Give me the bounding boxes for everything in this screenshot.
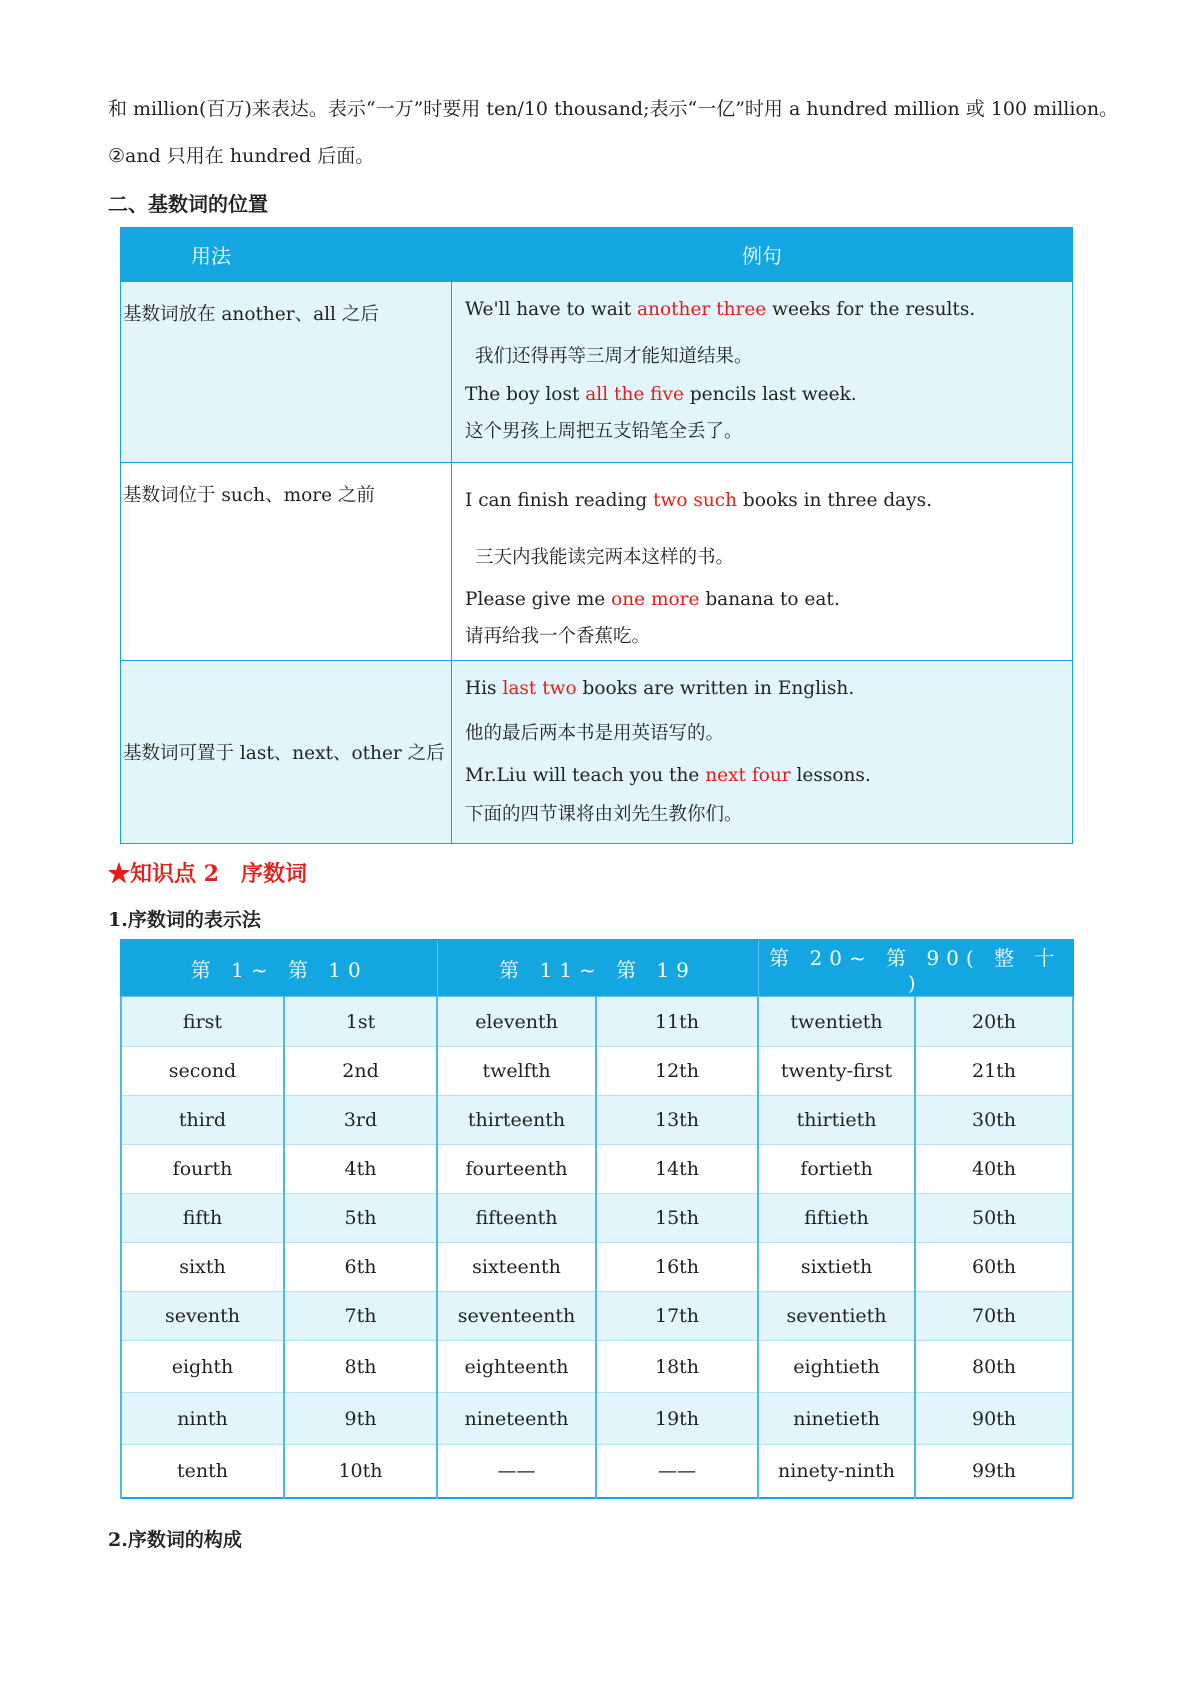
- usage-label: 基数词位于 such、more 之前: [121, 463, 452, 661]
- table-row: [121, 1096, 1073, 1145]
- table-cell: nineteenth: [437, 1393, 596, 1445]
- table-cell: 10th: [284, 1445, 437, 1498]
- table-cell: sixth: [121, 1243, 284, 1292]
- table-row: [121, 1393, 1073, 1445]
- table-cell: ——: [437, 1445, 596, 1498]
- table-cell: sixtieth: [758, 1243, 915, 1292]
- table-cell: 16th: [596, 1243, 758, 1292]
- subheading-ordinal-construction: 2.序数词的构成: [108, 1529, 242, 1551]
- star-icon: ★: [108, 861, 131, 887]
- table-cell: thirteenth: [437, 1096, 596, 1145]
- knowledge-point-title: ★知识点 2 序数词: [108, 861, 307, 887]
- table-cell: seventieth: [758, 1292, 915, 1341]
- intro-line-1: 和 million(百万)来表达。表示“一万”时要用 ten/10 thousand;表示“一亿”时用 a hundred million 或 100 million。: [108, 98, 1119, 120]
- table-cell: 20th: [915, 997, 1073, 1047]
- example-sentence: The boy lost all the five pencils last week.: [465, 384, 857, 405]
- table-cell: fiftieth: [758, 1194, 915, 1243]
- table-row: [121, 1243, 1073, 1292]
- table-cell: 5th: [284, 1194, 437, 1243]
- ordinal-header: 第 1~ 第 10: [121, 940, 437, 997]
- table-cell: third: [121, 1096, 284, 1145]
- example-translation: 他的最后两本书是用英语写的。: [465, 723, 725, 744]
- example-sentence: We'll have to wait another three weeks for the results.: [465, 299, 976, 320]
- table-cell: tenth: [121, 1445, 284, 1498]
- usage-label: 基数词可置于 last、next、other 之后: [121, 661, 452, 844]
- usage-header: 用法: [121, 228, 452, 282]
- example-sentence: His last two books are written in English.: [465, 678, 855, 699]
- table-cell: eighth: [121, 1341, 284, 1393]
- example-cell: [452, 463, 1073, 661]
- table-cell: 9th: [284, 1393, 437, 1445]
- table-cell: 19th: [596, 1393, 758, 1445]
- table-cell: ninety-ninth: [758, 1445, 915, 1498]
- example-translation: 我们还得再等三周才能知道结果。: [475, 346, 753, 367]
- table-cell: sixteenth: [437, 1243, 596, 1292]
- table-cell: 4th: [284, 1145, 437, 1194]
- table-cell: twentieth: [758, 997, 915, 1047]
- usage-row: [121, 282, 1073, 463]
- example-translation: 下面的四节课将由刘先生教你们。: [465, 804, 743, 825]
- table-cell: 60th: [915, 1243, 1073, 1292]
- table-cell: twelfth: [437, 1047, 596, 1096]
- table-cell: ninetieth: [758, 1393, 915, 1445]
- table-cell: 50th: [915, 1194, 1073, 1243]
- example-cell: [452, 282, 1073, 463]
- example-sentence: I can finish reading two such books in three days.: [465, 490, 933, 511]
- table-cell: second: [121, 1047, 284, 1096]
- table-cell: 12th: [596, 1047, 758, 1096]
- table-row: [121, 1445, 1073, 1498]
- ordinal-table: [120, 939, 1074, 1499]
- ordinal-header: 第 11~ 第 19: [437, 940, 758, 997]
- table-cell: 70th: [915, 1292, 1073, 1341]
- table-cell: fifteenth: [437, 1194, 596, 1243]
- table-cell: 8th: [284, 1341, 437, 1393]
- usage-row: [121, 463, 1073, 661]
- intro-line-2: ②and 只用在 hundred 后面。: [108, 145, 375, 167]
- table-cell: 1st: [284, 997, 437, 1047]
- example-cell: [452, 661, 1073, 844]
- section-heading: 二、基数词的位置: [108, 192, 268, 216]
- usage-table: [120, 227, 1073, 844]
- table-cell: fortieth: [758, 1145, 915, 1194]
- table-cell: 90th: [915, 1393, 1073, 1445]
- example-translation: 这个男孩上周把五支铅笔全丢了。: [465, 421, 743, 442]
- table-cell: thirtieth: [758, 1096, 915, 1145]
- table-row: [121, 997, 1073, 1047]
- table-row: [121, 1341, 1073, 1393]
- table-cell: 30th: [915, 1096, 1073, 1145]
- usage-row: [121, 661, 1073, 844]
- table-cell: 99th: [915, 1445, 1073, 1498]
- table-cell: 2nd: [284, 1047, 437, 1096]
- table-cell: 40th: [915, 1145, 1073, 1194]
- table-cell: 21th: [915, 1047, 1073, 1096]
- usage-label: 基数词放在 another、all 之后: [121, 282, 452, 463]
- example-header: 例句: [452, 228, 1073, 282]
- table-cell: 3rd: [284, 1096, 437, 1145]
- table-cell: 18th: [596, 1341, 758, 1393]
- table-cell: 11th: [596, 997, 758, 1047]
- table-cell: first: [121, 997, 284, 1047]
- table-cell: 14th: [596, 1145, 758, 1194]
- example-translation: 三天内我能读完两本这样的书。: [475, 547, 735, 568]
- table-cell: 6th: [284, 1243, 437, 1292]
- example-sentence: Please give me one more banana to eat.: [465, 589, 840, 610]
- subheading-ordinal-forms: 1.序数词的表示法: [108, 909, 261, 931]
- table-cell: 15th: [596, 1194, 758, 1243]
- table-cell: ninth: [121, 1393, 284, 1445]
- table-cell: eighteenth: [437, 1341, 596, 1393]
- example-translation: 请再给我一个香蕉吃。: [465, 626, 651, 647]
- table-cell: eleventh: [437, 997, 596, 1047]
- table-cell: fifth: [121, 1194, 284, 1243]
- table-cell: fourteenth: [437, 1145, 596, 1194]
- table-row: [121, 1292, 1073, 1341]
- table-cell: 7th: [284, 1292, 437, 1341]
- table-cell: ——: [596, 1445, 758, 1498]
- table-cell: 17th: [596, 1292, 758, 1341]
- table-cell: seventh: [121, 1292, 284, 1341]
- example-sentence: Mr.Liu will teach you the next four lessons.: [465, 765, 871, 786]
- table-row: [121, 1145, 1073, 1194]
- table-cell: fourth: [121, 1145, 284, 1194]
- table-cell: 80th: [915, 1341, 1073, 1393]
- table-cell: seventeenth: [437, 1292, 596, 1341]
- table-row: [121, 1047, 1073, 1096]
- table-cell: eightieth: [758, 1341, 915, 1393]
- table-cell: 13th: [596, 1096, 758, 1145]
- table-cell: twenty-first: [758, 1047, 915, 1096]
- table-row: [121, 1194, 1073, 1243]
- ordinal-header: 第 20~ 第 90( 整 十 ): [758, 940, 1073, 997]
